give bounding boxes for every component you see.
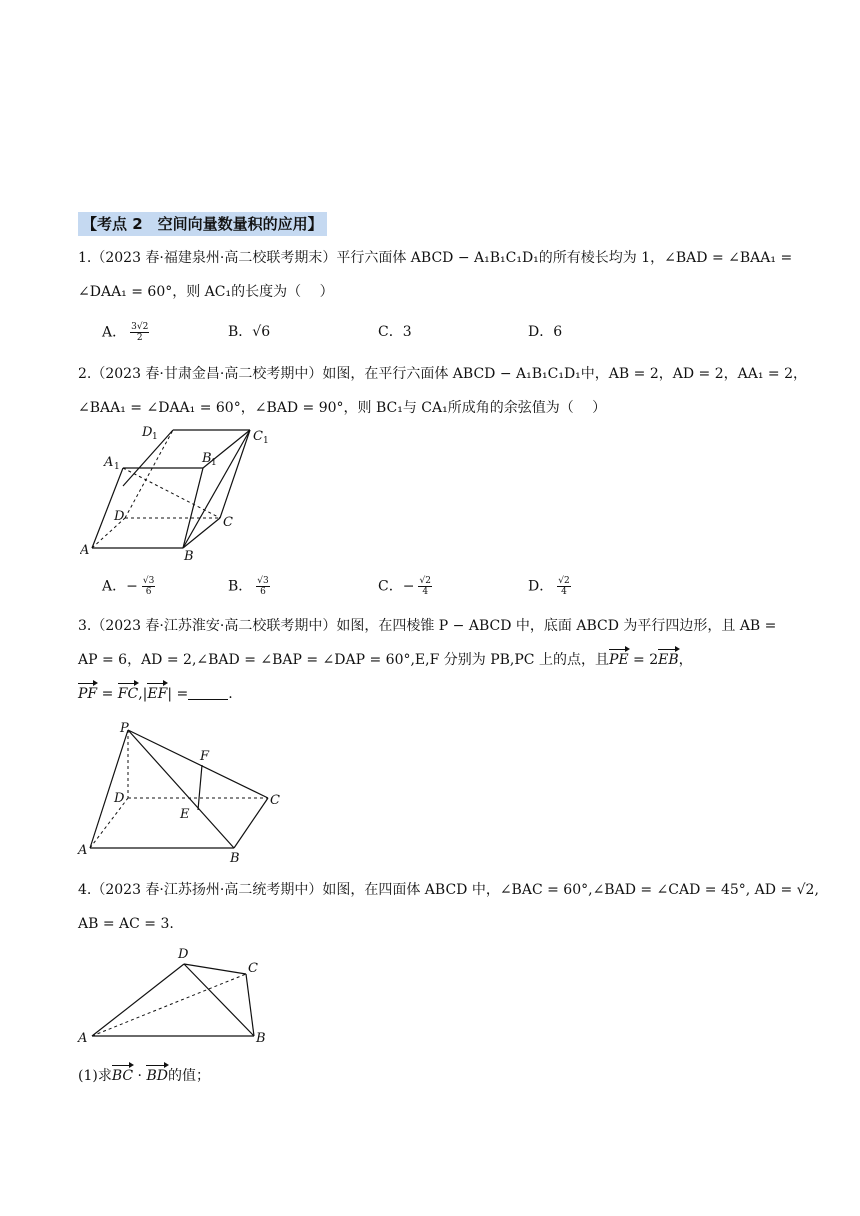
q2-option-d-fraction: $\frac{√2}{4}$ bbox=[558, 576, 570, 597]
label-b1: B bbox=[202, 451, 212, 466]
q3-pyramid-figure bbox=[76, 718, 296, 864]
label-p: P bbox=[120, 721, 129, 736]
label-d1: D bbox=[142, 425, 153, 440]
q3-stem-line2: AP = 6，AD = 2,∠BAD = ∠BAP = ∠DAP = 60°,E,F 分别为 PB,PC 上的点，且PE = 2EB， bbox=[78, 652, 693, 668]
segment-e-f bbox=[198, 765, 202, 810]
vector-bd: BD bbox=[146, 1068, 168, 1084]
q1-option-c: C．3 bbox=[378, 324, 412, 340]
q2-option-a: A．− $\frac{√3}{6}$ bbox=[102, 576, 155, 597]
vector-pe: PE bbox=[608, 652, 629, 668]
q2-parallelepiped-figure bbox=[80, 420, 280, 565]
q4-stem-line1: 4.（2023 春·江苏扬州·高二统考期中）如图，在四面体 ABCD 中，∠BAC = 60°,∠BAD = ∠CAD = 45°, AD = √2, bbox=[78, 882, 819, 898]
label-b: B bbox=[184, 549, 194, 564]
edge-b-c bbox=[183, 518, 220, 548]
label-d: D bbox=[114, 791, 125, 806]
q1-option-d: D．6 bbox=[528, 324, 563, 340]
edge-p-a bbox=[90, 730, 128, 848]
label-b: B bbox=[256, 1031, 266, 1046]
q1-stem-line1: 1.（2023 春·福建泉州·高二校联考期末）平行六面体 ABCD − A₁B₁C₁D₁的所有棱长均为 1，∠BAD = ∠BAA₁ = bbox=[78, 250, 793, 266]
answer-blank bbox=[188, 685, 228, 700]
q2-stem-line1: 2.（2023 春·甘肃金昌·高二校考期中）如图，在平行六面体 ABCD − A₁B₁C₁D₁中，AB = 2，AD = 2，AA₁ = 2， bbox=[78, 366, 807, 382]
edge-p-b bbox=[128, 730, 234, 848]
q2-option-a-fraction: $\frac{√3}{6}$ bbox=[142, 576, 155, 597]
q2-option-c: C．− $\frac{√2}{4}$ bbox=[378, 576, 431, 597]
label-b: B bbox=[230, 851, 240, 864]
label-c: C bbox=[223, 515, 233, 530]
svg-text:1: 1 bbox=[152, 432, 158, 442]
section-heading: 【考点 2 空间向量数量积的应用】 bbox=[78, 212, 327, 236]
vector-fc: FC bbox=[117, 686, 139, 702]
q3-stem-line3: PF = FC,|EF| = . bbox=[78, 686, 233, 702]
label-c: C bbox=[248, 961, 258, 976]
q4-subquestion-1: (1)求BC · BD的值； bbox=[78, 1068, 210, 1084]
label-a: A bbox=[78, 843, 88, 858]
edge-b-c bbox=[234, 798, 268, 848]
edge-a-c-hidden bbox=[92, 974, 246, 1036]
edge-c-b bbox=[246, 974, 254, 1036]
label-c: C bbox=[270, 793, 280, 808]
q1-option-b: B．√6 bbox=[228, 324, 271, 340]
vector-pf: PF bbox=[78, 686, 98, 702]
q1-option-a: A． $\frac{3√2}{2}$ bbox=[102, 322, 149, 343]
q2-option-c-fraction: $\frac{√2}{4}$ bbox=[419, 576, 431, 597]
q2-option-b-fraction: $\frac{√3}{6}$ bbox=[257, 576, 269, 597]
edge-p-c bbox=[128, 730, 268, 798]
q2-stem-line2: ∠BAA₁ = ∠DAA₁ = 60°，∠BAD = 90°，则 BC₁与 CA₁所成角的余弦值为（ ） bbox=[78, 400, 607, 416]
q4-stem-line2: AB = AC = 3. bbox=[78, 916, 174, 932]
segment-b-c1 bbox=[183, 430, 250, 548]
edge-a-d bbox=[92, 964, 184, 1036]
segment-c-a1-hidden bbox=[123, 468, 220, 518]
label-e: E bbox=[180, 807, 190, 822]
label-c1: C bbox=[253, 429, 263, 444]
svg-text:1: 1 bbox=[114, 462, 120, 472]
svg-text:1: 1 bbox=[263, 436, 269, 446]
vector-bc: BC bbox=[111, 1068, 134, 1084]
q3-stem-line1: 3.（2023 春·江苏淮安·高二校联考期中）如图，在四棱锥 P − ABCD 中，底面 ABCD 为平行四边形，且 AB = bbox=[78, 618, 777, 634]
label-a: A bbox=[78, 1031, 88, 1046]
vector-ef: EF bbox=[147, 686, 168, 702]
q4-tetrahedron-figure bbox=[76, 944, 276, 1048]
q2-option-d: D． $\frac{√2}{4}$ bbox=[528, 576, 570, 597]
edge-d-c bbox=[184, 964, 246, 974]
q2-option-b: B． $\frac{√3}{6}$ bbox=[228, 576, 269, 597]
edge-d-d1-hidden bbox=[125, 430, 173, 518]
label-d: D bbox=[178, 947, 189, 962]
vector-eb: EB bbox=[658, 652, 679, 668]
label-a: A bbox=[80, 543, 90, 558]
q1-stem-line2: ∠DAA₁ = 60°，则 AC₁的长度为（ ） bbox=[78, 284, 334, 300]
edge-a1-a bbox=[92, 468, 123, 548]
label-a1: A bbox=[104, 455, 114, 470]
label-d: D bbox=[114, 509, 125, 524]
svg-text:1: 1 bbox=[211, 458, 217, 468]
label-f: F bbox=[200, 749, 210, 764]
q1-option-a-fraction: $\frac{3√2}{2}$ bbox=[131, 322, 149, 343]
